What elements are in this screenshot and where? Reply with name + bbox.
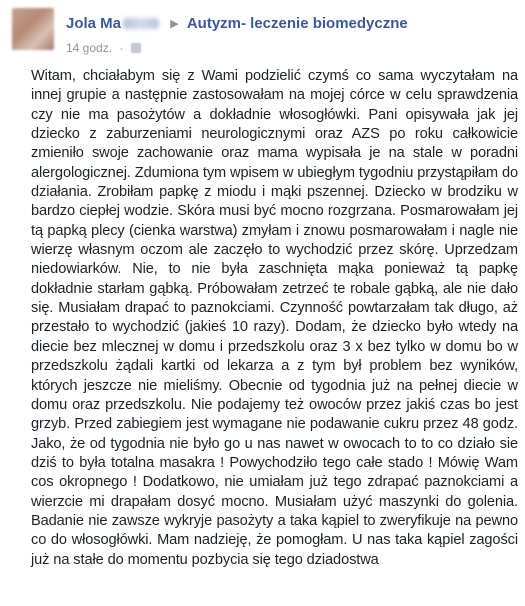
post-meta [66,41,141,55]
author-avatar[interactable] [12,8,54,50]
post-header [11,5,516,65]
post-title-line [66,15,408,33]
meta-separator: · [119,41,124,55]
right-triangle-icon: ▶ [170,18,179,30]
group-name-link[interactable]: Autyzm- leczenie biomedyczne [186,15,408,32]
post-timestamp[interactable]: 14 godz. [66,41,113,55]
audience-icon[interactable] [131,43,141,53]
post-body-text: Witam, chciałabym się z Wami podzielić czymś co sama wyczytałam na innej grupie a następnie zastosowałam na mojej córce w celu sprawdzenia czy nie ma pasożytów a dokładnie włosogłówki. Pani opisywała jak jej dziecko z zaburzeniami neurologicznymi oraz AZS po roku całkowicie zmieniło swoje zachowanie oraz mama wypisała je na stale w poradni alergologicznej. Zdumiona tym wpisem w ubiegłym tygodniu przystąpiłam do działania. Zrobiłam papkę z miodu i mąki pszennej. Dziecko w brodziku w bardzo ciepłej wodzie. Skóra musi być mocno rozgrzana. Posmarowałam jej tą papką plecy (cienka warstwa) zmyłam i znowu posmarowałam i nagle nie wierzę własnym oczom ale zaczęło to wychodzić przez skórę. Uprzedzam niedowiarków. Nie, to nie była zaschnięta mąka ponieważ tą papkę dokładnie starłam gąbką. Próbowałam zetrzeć te robale gąbką, ale nie dało się. Musiałam drapać to paznokciami. Czynność powtarzałam tak długo, aż przestało to wychodzić (jakieś 10 razy). Dodam, że dziecko było wtedy na diecie bez mlecznej w domu i przedszkolu oraz 3 x bez tylko w domu bo w przedszkolu żądali kartki od lekarza a z tym był problem bez wyników, których jeszcze nie mieliśmy. Obecnie od tygodnia już na pełnej diecie w domu oraz przedszkolu. Nie podajemy też owoców przez jakiś czas bo jest grzyb. Przed zabiegiem jest wymagane nie podawanie cukru przez 48 godz. Jako, że od tygodnia nie było go u nas nawet w owocach to to co działo sie dziś to była totalna masakra ! Powychodziło tego całe stado ! Mówię Wam cos okropnego ! Dodatkowo, nie umiałam już tego zdrapać paznokciami a wierzcie mi drapałam dosyć mocno. Musiałam użyć maszynki do golenia. Badanie nie zawsze wykryje pasożyty a taka kąpiel to zweryfikuje na pewno co do włosogłówki. Mam nadzieję, że pomogłam. U nas taka kąpiel zagości już na stałe do momentu pozbycia się tego dziadostwa [31,68,518,568]
author-name-blur [123,18,159,29]
author-name-link[interactable]: Jola Ma [66,15,122,32]
